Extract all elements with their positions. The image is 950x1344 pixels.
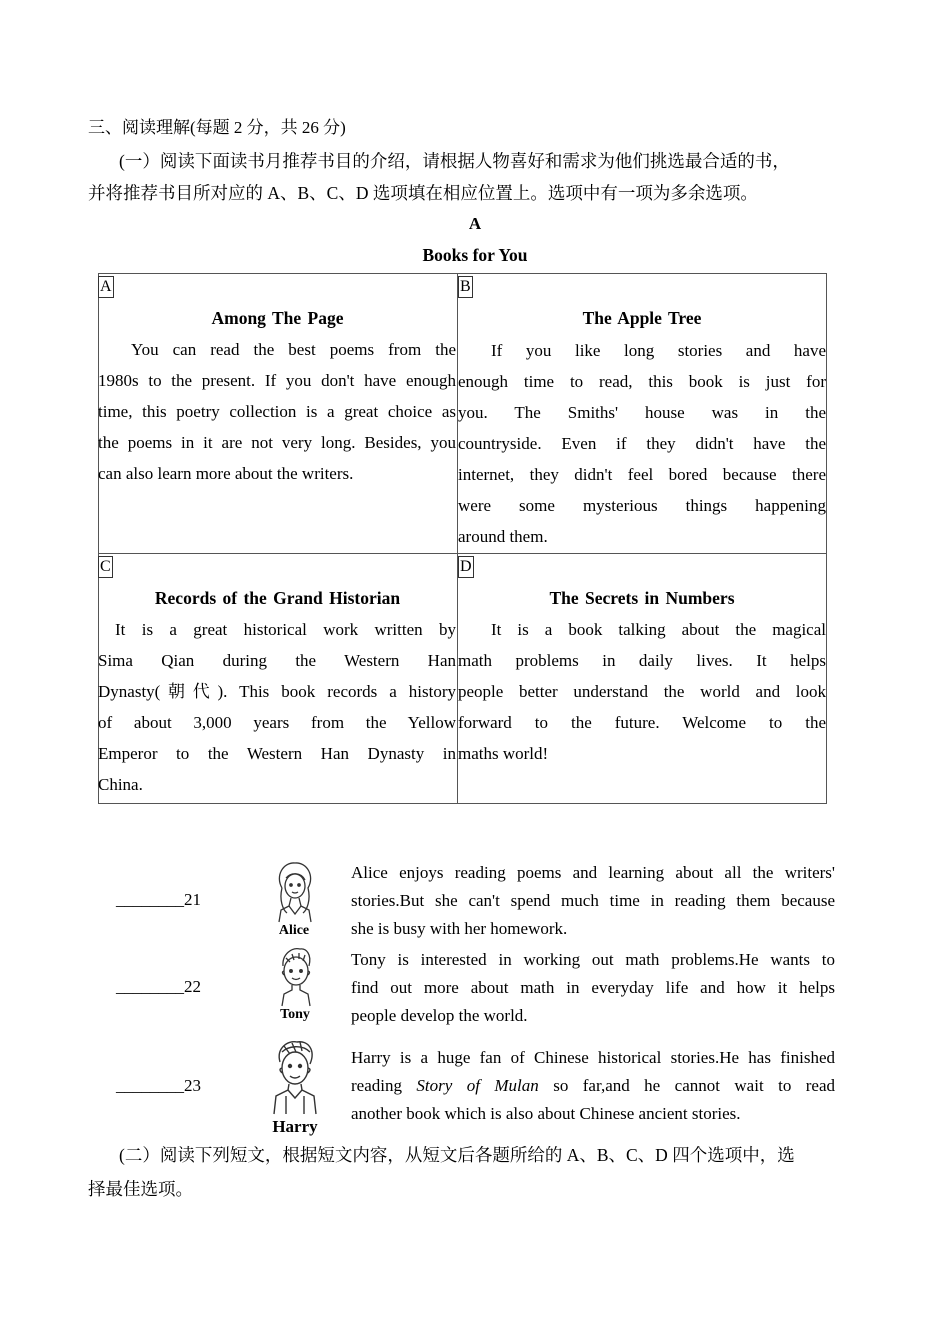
q23-description (351, 1044, 835, 1128)
q21-line: stories.But she can't spend much time in reading them because (351, 891, 835, 910)
part2-instruction-line1: (二）阅读下列短文，根据短文内容，从短文后各题所给的 A、B、C、D 四个选项中，选 (119, 1145, 795, 1165)
book-a-line: time, this poetry collection is a great choice as (98, 402, 456, 421)
book-c-line: China. (98, 775, 143, 794)
book-a-letter: A (98, 276, 114, 298)
book-d-line: people better understand the world and look (458, 682, 826, 701)
book-a-line: You can read the best poems from the (131, 340, 456, 359)
q21-line: Alice enjoys reading poems and learning about all the writers' (351, 863, 835, 882)
q23-line2-post: so far,and he cannot wait to read (553, 1076, 836, 1095)
book-b-title: The Apple Tree (582, 308, 702, 328)
q22-line: find out more about math in everyday life and how it helps (351, 978, 835, 997)
book-b-line: enough time to read, this book is just for (458, 372, 826, 391)
table-divider-horizontal (98, 553, 827, 554)
book-d-line: It is a book talking about the magical (491, 620, 826, 639)
harry-name-label: Harry (272, 1117, 318, 1136)
part2-instruction-line2: 择最佳选项。 (88, 1179, 193, 1199)
book-c-line: Emperor to the Western Han Dynasty in (98, 744, 456, 763)
q23-line2-pre: reading (351, 1076, 402, 1095)
q23-line: another book which is also about Chinese ancient stories. (351, 1104, 741, 1123)
book-d-line: forward to the future. Welcome to the (458, 713, 826, 732)
book-b-body (458, 335, 826, 552)
part1-instruction-line2: 并将推荐书目所对应的 A、B、C、D 选项填在相应位置上。选项中有一项为多余选项。 (88, 183, 758, 203)
q23-book-title: Story of Mulan (416, 1076, 539, 1095)
answer-blank-22[interactable]: ________22 (116, 977, 201, 996)
book-c-line: It is a great historical work written by (115, 620, 456, 639)
tony-name-label: Tony (280, 1007, 310, 1022)
q21-line: she is busy with her homework. (351, 919, 568, 938)
book-d-body (458, 614, 826, 769)
book-c-body (98, 614, 456, 800)
book-b-line: If you like long stories and have (491, 341, 826, 360)
passage-letter: A (468, 214, 482, 233)
book-a-body (98, 334, 456, 489)
q23-line2 (351, 1072, 835, 1100)
book-d-line: math problems in daily lives. It helps (458, 651, 826, 670)
q22-line: Tony is interested in working out math problems.He wants to (351, 950, 835, 969)
book-b-line: around them. (458, 527, 548, 546)
section-heading: 三、阅读理解(每题 2 分，共 26 分) (88, 118, 346, 137)
book-c-title: Records of the Grand Historian (154, 588, 401, 608)
book-a-title: Among The Page (211, 308, 344, 328)
book-c-line: of about 3,000 years from the Yellow (98, 713, 456, 732)
book-a-line: 1980s to the present. If you don't have enough (98, 371, 456, 390)
book-b-line: countryside. Even if they didn't have the (458, 434, 826, 453)
q22-description (351, 946, 835, 1030)
book-d-line: maths world! (458, 744, 549, 763)
book-b-line: were some mysterious things happening (458, 496, 826, 515)
book-d-title: The Secrets in Numbers (549, 588, 735, 608)
alice-name-label: Alice (278, 923, 310, 938)
q23-line: Harry is a huge fan of Chinese historical stories.He has finished (351, 1048, 835, 1067)
book-c-line: Sima Qian during the Western Han (98, 651, 456, 670)
book-b-line: internet, they didn't feel bored because there (458, 465, 826, 484)
answer-blank-23[interactable]: ________23 (116, 1076, 201, 1095)
book-b-letter: B (458, 276, 473, 298)
book-c-letter: C (98, 556, 113, 578)
q21-description (351, 859, 835, 943)
book-a-line: the poems in it are not very long. Besides, you (98, 433, 456, 452)
book-c-line: Dynasty(朝代). This book records a history (98, 682, 456, 701)
book-a-line: can also learn more about the writers. (98, 464, 354, 483)
passage-title: Books for You (422, 245, 528, 265)
book-b-line: you. The Smiths' house was in the (458, 403, 826, 422)
harry-portrait-icon (264, 1038, 326, 1122)
book-d-letter: D (458, 556, 474, 578)
part1-instruction-line1: (一）阅读下面读书月推荐书目的介绍，请根据人物喜好和需求为他们挑选最合适的书， (119, 151, 790, 171)
answer-blank-21[interactable]: ________21 (116, 890, 201, 909)
q22-line: people develop the world. (351, 1006, 528, 1025)
